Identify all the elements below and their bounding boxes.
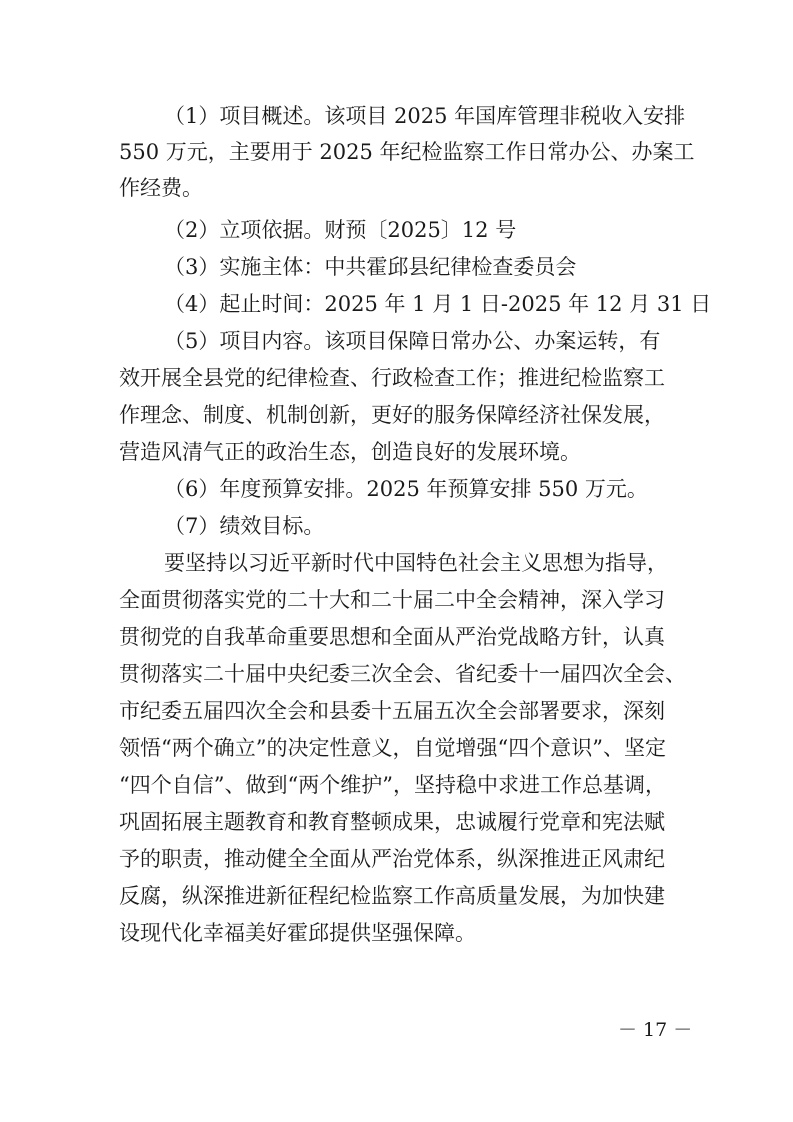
paragraph-line: （3）实施主体：中共霍邱县纪律检查委员会 <box>164 255 577 279</box>
paragraph-line: （5）项目内容。该项目保障日常办公、办案运转，有 <box>164 329 661 353</box>
paragraph-line: 550 万元，主要用于 2025 年纪检监察工作日常办公、办案工 <box>119 140 695 164</box>
paragraph-line: （6）年度预算安排。2025 年预算安排 550 万元。 <box>164 477 648 501</box>
paragraph-line: （2）立项依据。财预〔2025〕12 号 <box>164 218 517 242</box>
paragraph-line: “四个自信”、做到“两个维护”，坚持稳中求进工作总基调， <box>119 773 666 797</box>
paragraph-line: 予的职责，推动健全全面从严治党体系，纵深推进正风肃纪 <box>119 847 665 871</box>
paragraph-line: 作理念、制度、机制创新，更好的服务保障经济社保发展， <box>119 403 665 427</box>
paragraph-line: （4）起止时间：2025 年 1 月 1 日-2025 年 12 月 31 日 <box>164 292 712 316</box>
paragraph-line: 贯彻落实二十届中央纪委三次全会、省纪委十一届四次全会、 <box>119 662 686 686</box>
paragraph-line: 要坚持以习近平新时代中国特色社会主义思想为指导， <box>164 551 668 575</box>
page-number: － 17 － <box>618 1019 693 1041</box>
paragraph-line: 作经费。 <box>119 176 203 200</box>
paragraph-line: 贯彻党的自我革命重要思想和全面从严治党战略方针，认真 <box>119 625 665 649</box>
paragraph-line: （7）绩效目标。 <box>164 514 325 538</box>
paragraph-line: 营造风清气正的政治生态，创造良好的发展环境。 <box>119 440 581 464</box>
paragraph-line: 全面贯彻落实党的二十大和二十届二中全会精神，深入学习 <box>119 588 665 612</box>
paragraph-line: 市纪委五届四次全会和县委十五届五次全会部署要求，深刻 <box>119 699 665 723</box>
paragraph-line: 效开展全县党的纪律检查、行政检查工作；推进纪检监察工 <box>119 366 665 390</box>
paragraph-line: 巩固拓展主题教育和教育整顿成果，忠诚履行党章和宪法赋 <box>119 810 665 834</box>
paragraph-line: 领悟“两个确立”的决定性意义，自觉增强“四个意识”、坚定 <box>119 736 666 760</box>
paragraph-line: （1）项目概述。该项目 2025 年国库管理非税收入安排 <box>164 104 686 128</box>
paragraph-line: 设现代化幸福美好霍邱提供坚强保障。 <box>119 921 476 945</box>
paragraph-line: 反腐，纵深推进新征程纪检监察工作高质量发展，为加快建 <box>119 884 665 908</box>
